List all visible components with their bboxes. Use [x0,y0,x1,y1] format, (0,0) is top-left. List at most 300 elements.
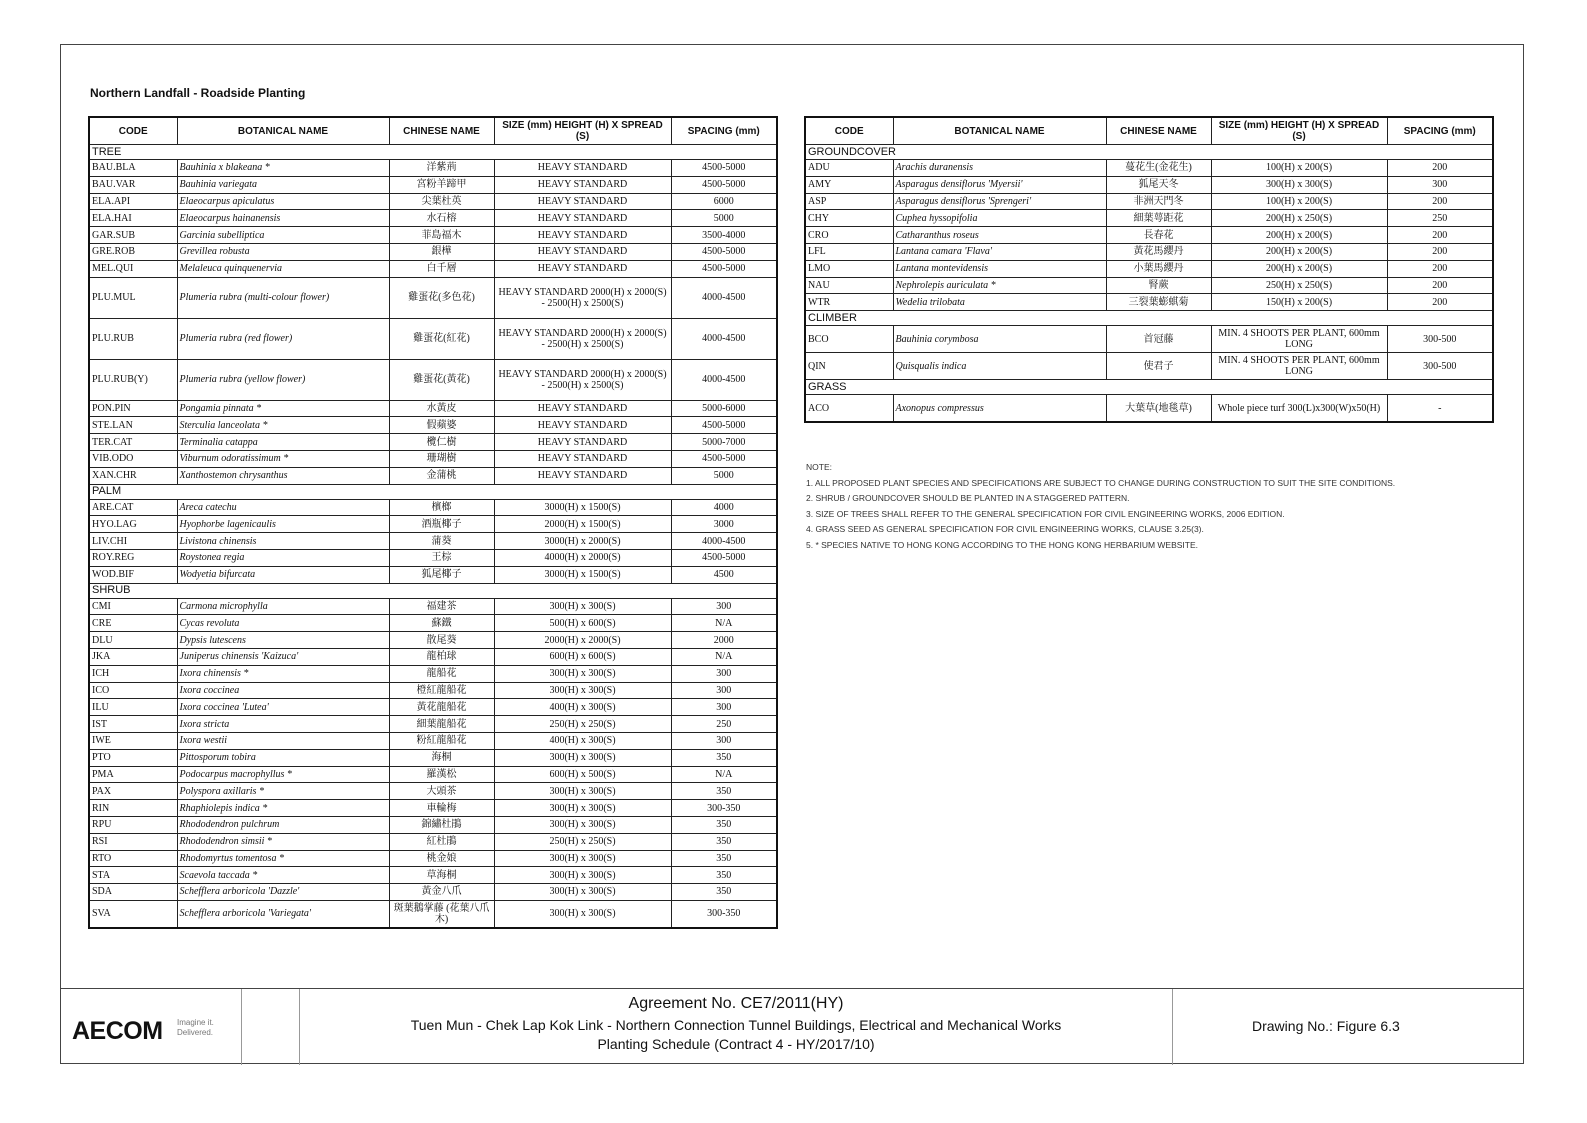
code-cell: ACO [805,395,893,423]
code-cell: PLU.RUB [89,318,177,359]
table-row [89,260,777,277]
size-cell: 300(H) x 300(S) [494,900,671,928]
spacing-cell: 4500 [671,566,777,583]
botanical-name-cell: Ixora westii [177,732,389,749]
title-block [60,988,1524,1064]
chinese-name-cell: 蔓花生(金花生) [1106,160,1211,177]
table-row [89,867,777,884]
table-row [89,783,777,800]
spacing-cell: 200 [1387,227,1493,244]
note-item: 2. SHRUB / GROUNDCOVER SHOULD BE PLANTED IN A STAGGERED PATTERN. [806,493,1130,503]
chinese-name-cell: 酒瓶椰子 [389,516,494,533]
spacing-cell: 200 [1387,243,1493,260]
schedule-title: Planting Schedule (Contract 4 - HY/2017/10) [597,1036,875,1052]
botanical-name-cell: Axonopus compressus [893,395,1106,423]
chinese-name-cell: 羅漢松 [389,766,494,783]
botanical-name-cell: Lantana montevidensis [893,260,1106,277]
chinese-name-cell: 首冠藤 [1106,326,1211,353]
note-item: 5. * SPECIES NATIVE TO HONG KONG ACCORDING TO THE HONG KONG HERBARIUM WEBSITE. [806,539,1199,550]
table-row [89,665,777,682]
spacing-cell: 200 [1387,260,1493,277]
spacing-cell: 350 [671,867,777,884]
code-cell: ELA.API [89,193,177,210]
chinese-name-cell: 龍船花 [389,665,494,682]
size-cell: 300(H) x 300(S) [494,598,671,615]
code-cell: ADU [805,160,893,177]
chinese-name-cell: 菲島福木 [389,227,494,244]
code-cell: IST [89,716,177,733]
chinese-name-cell: 小葉馬纓丹 [1106,260,1211,277]
code-cell: AMY [805,176,893,193]
size-cell: 3000(H) x 1500(S) [494,499,671,516]
note-item: 3. SIZE OF TREES SHALL REFER TO THE GENERAL SPECIFICATION FOR CIVIL ENGINEERING WORKS, 2006 EDITION. [806,508,1285,519]
code-cell: ICH [89,665,177,682]
spacing-cell: 300-500 [1387,353,1493,380]
code-cell: PTO [89,749,177,766]
table-row [89,648,777,665]
table-row [805,260,1493,277]
table-row [89,160,777,177]
chinese-name-cell: 水石榕 [389,210,494,227]
spacing-cell: 200 [1387,160,1493,177]
botanical-name-cell: Schefflera arboricola 'Variegata' [177,900,389,928]
category-label: PALM [89,484,777,499]
table-row [805,176,1493,193]
table-row [89,800,777,817]
category-row [89,484,777,499]
spacing-cell: 350 [671,783,777,800]
spacing-cell: N/A [671,615,777,632]
table-row [89,193,777,210]
size-cell: 200(H) x 200(S) [1211,243,1387,260]
page-title: Northern Landfall - Roadside Planting [90,86,306,100]
table-row [805,353,1493,380]
botanical-name-cell: Lantana camara 'Flava' [893,243,1106,260]
botanical-name-cell: Asparagus densiflorus 'Myersii' [893,176,1106,193]
size-cell: 3000(H) x 2000(S) [494,533,671,550]
spacing-cell: 4000 [671,499,777,516]
botanical-name-cell: Arachis duranensis [893,160,1106,177]
spacing-cell: 4500-5000 [671,160,777,177]
code-cell: CMI [89,598,177,615]
botanical-name-cell: Plumeria rubra (red flower) [177,318,389,359]
code-cell: ELA.HAI [89,210,177,227]
chinese-name-cell: 黃花龍船花 [389,699,494,716]
category-label: TREE [89,145,777,160]
botanical-name-cell: Elaeocarpus hainanensis [177,210,389,227]
botanical-name-cell: Xanthostemon chrysanthus [177,467,389,484]
size-cell: 500(H) x 600(S) [494,615,671,632]
category-label: SHRUB [89,583,777,598]
spacing-cell: 6000 [671,193,777,210]
left-planting-table [88,116,778,929]
chinese-name-cell: 粉紅龍船花 [389,732,494,749]
table-row [89,682,777,699]
size-cell: 300(H) x 300(S) [494,665,671,682]
size-cell: 300(H) x 300(S) [494,867,671,884]
spacing-cell: 4500-5000 [671,260,777,277]
header-size: SIZE (mm) HEIGHT (H) X SPREAD (S) [494,117,671,145]
botanical-name-cell: Pittosporum tobira [177,749,389,766]
header-size: SIZE (mm) HEIGHT (H) X SPREAD (S) [1211,117,1387,145]
table-row [805,277,1493,294]
chinese-name-cell: 黃花馬纓丹 [1106,243,1211,260]
code-cell: PAX [89,783,177,800]
botanical-name-cell: Rhaphiolepis indica * [177,800,389,817]
size-cell: HEAVY STANDARD [494,210,671,227]
chinese-name-cell: 龍柏球 [389,648,494,665]
header-botanical-name: BOTANICAL NAME [177,117,389,145]
table-row [89,732,777,749]
size-cell: 150(H) x 200(S) [1211,294,1387,311]
size-cell: 2000(H) x 1500(S) [494,516,671,533]
note-item: 1. ALL PROPOSED PLANT SPECIES AND SPECIFICATIONS ARE SUBJECT TO CHANGE DURING CONSTRUCTION TO SUIT THE SITE CONDITIONS. [806,477,1396,488]
size-cell: 250(H) x 250(S) [1211,277,1387,294]
drawing-number: Drawing No.: Figure 6.3 [1252,1018,1400,1034]
category-label: GROUNDCOVER [805,145,1493,160]
size-cell: HEAVY STANDARD [494,450,671,467]
spacing-cell: 4500-5000 [671,243,777,260]
aecom-logo: AECOM [72,1017,163,1045]
chinese-name-cell: 車輪梅 [389,800,494,817]
table-row [89,749,777,766]
header-code: CODE [805,117,893,145]
table-row [805,395,1493,423]
size-cell: HEAVY STANDARD 2000(H) x 2000(S) - 2500(H) x 2500(S) [494,277,671,318]
table-row [89,816,777,833]
botanical-name-cell: Sterculia lanceolata * [177,417,389,434]
botanical-name-cell: Ixora stricta [177,716,389,733]
spacing-cell: 5000-7000 [671,434,777,451]
code-cell: HYO.LAG [89,516,177,533]
category-row [89,583,777,598]
size-cell: 400(H) x 300(S) [494,699,671,716]
note-item: 4. GRASS SEED AS GENERAL SPECIFICATION FOR CIVIL ENGINEERING WORKS, CLAUSE 3.25(3). [806,524,1204,534]
code-cell: IWE [89,732,177,749]
spacing-cell: 4000-4500 [671,533,777,550]
code-cell: RTO [89,850,177,867]
chinese-name-cell: 金蒲桃 [389,467,494,484]
code-cell: TER.CAT [89,434,177,451]
code-cell: WOD.BIF [89,566,177,583]
code-cell: DLU [89,632,177,649]
botanical-name-cell: Dypsis lutescens [177,632,389,649]
logo-tagline: Imagine it. Delivered. [177,1018,214,1037]
size-cell: MIN. 4 SHOOTS PER PLANT, 600mm LONG [1211,353,1387,380]
spacing-cell: N/A [671,766,777,783]
chinese-name-cell: 長春花 [1106,227,1211,244]
category-row [805,145,1493,160]
chinese-name-cell: 斑葉鵝掌藤 (花葉八爪木) [389,900,494,928]
chinese-name-cell: 洋紫荊 [389,160,494,177]
notes-block [806,460,1395,553]
code-cell: SDA [89,884,177,901]
chinese-name-cell: 白千層 [389,260,494,277]
size-cell: 200(H) x 200(S) [1211,227,1387,244]
chinese-name-cell: 使君子 [1106,353,1211,380]
code-cell: LFL [805,243,893,260]
chinese-name-cell: 三裂葉蟛蜞菊 [1106,294,1211,311]
chinese-name-cell: 橙紅龍船花 [389,682,494,699]
spacing-cell: 3000 [671,516,777,533]
table-row [89,176,777,193]
chinese-name-cell: 草海桐 [389,867,494,884]
size-cell: HEAVY STANDARD [494,417,671,434]
size-cell: 4000(H) x 2000(S) [494,549,671,566]
size-cell: HEAVY STANDARD [494,467,671,484]
spacing-cell: 250 [671,716,777,733]
spacing-cell: 200 [1387,193,1493,210]
header-spacing: SPACING (mm) [1387,117,1493,145]
spacing-cell: 4000-4500 [671,277,777,318]
chinese-name-cell: 細葉萼距花 [1106,210,1211,227]
chinese-name-cell: 紅杜鵑 [389,833,494,850]
size-cell: HEAVY STANDARD [494,400,671,417]
size-cell: 300(H) x 300(S) [494,816,671,833]
table-row [805,193,1493,210]
code-cell: ARE.CAT [89,499,177,516]
botanical-name-cell: Cycas revoluta [177,615,389,632]
header-spacing: SPACING (mm) [671,117,777,145]
table-row [89,566,777,583]
table-row [89,210,777,227]
spacing-cell: 4500-5000 [671,176,777,193]
botanical-name-cell: Schefflera arboricola 'Dazzle' [177,884,389,901]
code-cell: QIN [805,353,893,380]
size-cell: 300(H) x 300(S) [494,884,671,901]
spacing-cell: 2000 [671,632,777,649]
code-cell: PMA [89,766,177,783]
code-cell: BAU.BLA [89,160,177,177]
botanical-name-cell: Bauhinia corymbosa [893,326,1106,353]
code-cell: STA [89,867,177,884]
botanical-name-cell: Plumeria rubra (multi-colour flower) [177,277,389,318]
category-row [805,380,1493,395]
size-cell: HEAVY STANDARD [494,176,671,193]
table-row [89,850,777,867]
size-cell: 300(H) x 300(S) [1211,176,1387,193]
botanical-name-cell: Roystonea regia [177,549,389,566]
table-row [89,884,777,901]
botanical-name-cell: Nephrolepis auriculata * [893,277,1106,294]
spacing-cell: 4500-5000 [671,450,777,467]
botanical-name-cell: Rhododendron pulchrum [177,816,389,833]
code-cell: LIV.CHI [89,533,177,550]
code-cell: ROY.REG [89,549,177,566]
category-label: GRASS [805,380,1493,395]
spacing-cell: 300 [1387,176,1493,193]
botanical-name-cell: Melaleuca quinquenervia [177,260,389,277]
botanical-name-cell: Wedelia trilobata [893,294,1106,311]
code-cell: PLU.RUB(Y) [89,359,177,400]
size-cell: 250(H) x 250(S) [494,833,671,850]
botanical-name-cell: Livistona chinensis [177,533,389,550]
botanical-name-cell: Rhodomyrtus tomentosa * [177,850,389,867]
table-row [89,359,777,400]
right-planting-table [804,116,1494,423]
spacing-cell: 4500-5000 [671,417,777,434]
botanical-name-cell: Terminalia catappa [177,434,389,451]
botanical-name-cell: Areca catechu [177,499,389,516]
code-cell: CHY [805,210,893,227]
code-cell: PON.PIN [89,400,177,417]
botanical-name-cell: Ixora coccinea [177,682,389,699]
chinese-name-cell: 珊瑚樹 [389,450,494,467]
size-cell: 100(H) x 200(S) [1211,160,1387,177]
table-row [805,227,1493,244]
code-cell: RSI [89,833,177,850]
title-block-spacer [242,989,300,1065]
chinese-name-cell: 大葉草(地毯草) [1106,395,1211,423]
botanical-name-cell: Bauhinia variegata [177,176,389,193]
size-cell: 300(H) x 300(S) [494,850,671,867]
botanical-name-cell: Podocarpus macrophyllus * [177,766,389,783]
table-row [89,417,777,434]
table-row [89,533,777,550]
chinese-name-cell: 雞蛋花(黃花) [389,359,494,400]
size-cell: HEAVY STANDARD [494,227,671,244]
chinese-name-cell: 欖仁樹 [389,434,494,451]
chinese-name-cell: 錦繡杜鵑 [389,816,494,833]
botanical-name-cell: Hyophorbe lagenicaulis [177,516,389,533]
spacing-cell: 3500-4000 [671,227,777,244]
size-cell: 600(H) x 600(S) [494,648,671,665]
spacing-cell: 300 [671,665,777,682]
botanical-name-cell: Asparagus densiflorus 'Sprengeri' [893,193,1106,210]
size-cell: 300(H) x 300(S) [494,783,671,800]
size-cell: HEAVY STANDARD [494,193,671,210]
size-cell: HEAVY STANDARD [494,160,671,177]
chinese-name-cell: 宮粉羊蹄甲 [389,176,494,193]
code-cell: GRE.ROB [89,243,177,260]
size-cell: 200(H) x 250(S) [1211,210,1387,227]
size-cell: Whole piece turf 300(L)x300(W)x50(H) [1211,395,1387,423]
spacing-cell: 350 [671,749,777,766]
project-title: Tuen Mun - Chek Lap Kok Link - Northern Connection Tunnel Buildings, Electrical and Mechanical Works [410,1017,1062,1033]
chinese-name-cell: 狐尾椰子 [389,566,494,583]
chinese-name-cell: 銀樺 [389,243,494,260]
left-table-body [89,145,777,928]
botanical-name-cell: Bauhinia x blakeana * [177,160,389,177]
chinese-name-cell: 雞蛋花(紅花) [389,318,494,359]
header-chinese-name: CHINESE NAME [389,117,494,145]
table-row [805,294,1493,311]
spacing-cell: 5000 [671,210,777,227]
table-row [89,716,777,733]
table-row [89,499,777,516]
notes-title: NOTE: [806,462,832,472]
code-cell: VIB.ODO [89,450,177,467]
spacing-cell: 350 [671,850,777,867]
header-code: CODE [89,117,177,145]
botanical-name-cell: Wodyetia bifurcata [177,566,389,583]
chinese-name-cell: 假蘋婆 [389,417,494,434]
code-cell: GAR.SUB [89,227,177,244]
spacing-cell: N/A [671,648,777,665]
category-label: CLIMBER [805,311,1493,326]
size-cell: MIN. 4 SHOOTS PER PLANT, 600mm LONG [1211,326,1387,353]
botanical-name-cell: Viburnum odoratissimum * [177,450,389,467]
size-cell: 600(H) x 500(S) [494,766,671,783]
botanical-name-cell: Ixora coccinea 'Lutea' [177,699,389,716]
chinese-name-cell: 尖葉杜英 [389,193,494,210]
chinese-name-cell: 非洲天門冬 [1106,193,1211,210]
spacing-cell: 4000-4500 [671,318,777,359]
code-cell: WTR [805,294,893,311]
table-row [89,227,777,244]
size-cell: 300(H) x 300(S) [494,682,671,699]
table-header-row [805,117,1493,145]
spacing-cell: 300 [671,598,777,615]
table-row [89,900,777,928]
chinese-name-cell: 黃金八爪 [389,884,494,901]
spacing-cell: 250 [1387,210,1493,227]
spacing-cell: 300-350 [671,800,777,817]
botanical-name-cell: Ixora chinensis * [177,665,389,682]
spacing-cell: 4500-5000 [671,549,777,566]
botanical-name-cell: Juniperus chinensis 'Kaizuca' [177,648,389,665]
code-cell: PLU.MUL [89,277,177,318]
botanical-name-cell: Cuphea hyssopifolia [893,210,1106,227]
code-cell: BCO [805,326,893,353]
chinese-name-cell: 大頭茶 [389,783,494,800]
table-row [89,615,777,632]
table-row [89,400,777,417]
chinese-name-cell: 桃金娘 [389,850,494,867]
spacing-cell: 4000-4500 [671,359,777,400]
code-cell: CRO [805,227,893,244]
table-row [89,243,777,260]
chinese-name-cell: 腎蕨 [1106,277,1211,294]
table-row [89,467,777,484]
spacing-cell: 300-350 [671,900,777,928]
header-chinese-name: CHINESE NAME [1106,117,1211,145]
chinese-name-cell: 雞蛋花(多色花) [389,277,494,318]
botanical-name-cell: Plumeria rubra (yellow flower) [177,359,389,400]
spacing-cell: 300 [671,732,777,749]
botanical-name-cell: Quisqualis indica [893,353,1106,380]
spacing-cell: 300 [671,682,777,699]
chinese-name-cell: 細葉龍船花 [389,716,494,733]
table-row [89,766,777,783]
botanical-name-cell: Elaeocarpus apiculatus [177,193,389,210]
size-cell: 300(H) x 300(S) [494,800,671,817]
code-cell: BAU.VAR [89,176,177,193]
table-row [805,243,1493,260]
chinese-name-cell: 狐尾天冬 [1106,176,1211,193]
code-cell: LMO [805,260,893,277]
code-cell: CRE [89,615,177,632]
code-cell: ASP [805,193,893,210]
table-row [89,516,777,533]
table-row [89,277,777,318]
table-row [805,210,1493,227]
code-cell: RPU [89,816,177,833]
size-cell: HEAVY STANDARD [494,243,671,260]
logo-box [60,989,242,1065]
table-row [89,699,777,716]
code-cell: NAU [805,277,893,294]
size-cell: HEAVY STANDARD [494,434,671,451]
spacing-cell: 300-500 [1387,326,1493,353]
size-cell: HEAVY STANDARD 2000(H) x 2000(S) - 2500(H) x 2500(S) [494,318,671,359]
code-cell: STE.LAN [89,417,177,434]
table-row [89,598,777,615]
spacing-cell: - [1387,395,1493,423]
size-cell: 3000(H) x 1500(S) [494,566,671,583]
botanical-name-cell: Catharanthus roseus [893,227,1106,244]
size-cell: 2000(H) x 2000(S) [494,632,671,649]
